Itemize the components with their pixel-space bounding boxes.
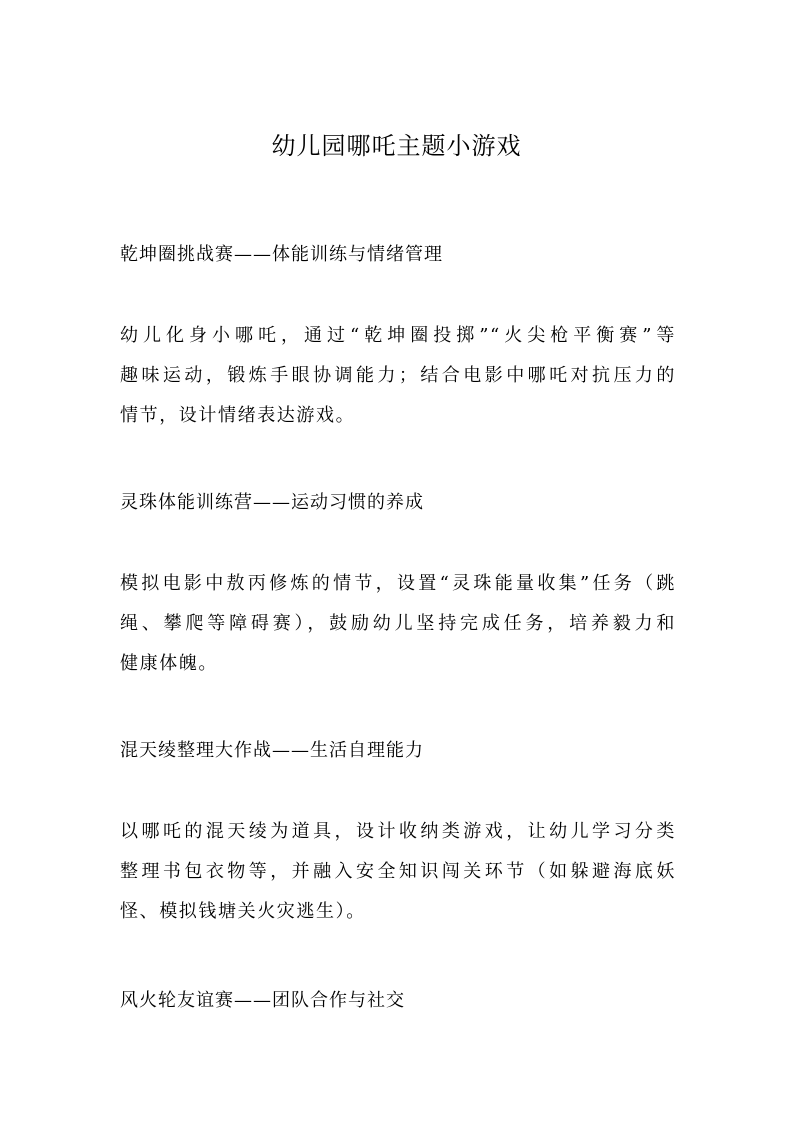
- section-heading: 乾坤圈挑战赛——体能训练与情绪管理: [120, 244, 443, 265]
- section-paragraph: [120, 564, 676, 684]
- paragraph-line: 幼儿化身小哪吒，通过“乾坤圈投掷”“火尖枪平衡赛”等: [120, 325, 676, 346]
- paragraph-line: 绳、攀爬等障碍赛），鼓励幼儿坚持完成任务，培养毅力和: [120, 613, 676, 634]
- section-heading: 风火轮友谊赛——团队合作与社交: [120, 990, 405, 1011]
- paragraph-line: 整理书包衣物等，并融入安全知识闯关环节（如躲避海底妖: [120, 861, 676, 882]
- paragraph-line: 健康体魄。: [120, 653, 218, 674]
- section-paragraph: [120, 316, 676, 436]
- section-heading: 混天绫整理大作战——生活自理能力: [120, 740, 424, 761]
- paragraph-line: 模拟电影中敖丙修炼的情节，设置“灵珠能量收集”任务（跳: [120, 573, 676, 594]
- paragraph-line: 以哪吒的混天绫为道具，设计收纳类游戏，让幼儿学习分类: [120, 821, 676, 842]
- paragraph-line: 怪、模拟钱塘关火灾逃生）。: [120, 901, 366, 922]
- document-title: 幼儿园哪吒主题小游戏: [271, 132, 522, 160]
- paragraph-line: 情节，设计情绪表达游戏。: [120, 405, 356, 426]
- section-heading: 灵珠体能训练营——运动习惯的养成: [120, 492, 424, 513]
- section-paragraph: [120, 812, 676, 932]
- paragraph-line: 趣味运动，锻炼手眼协调能力；结合电影中哪吒对抗压力的: [120, 365, 676, 386]
